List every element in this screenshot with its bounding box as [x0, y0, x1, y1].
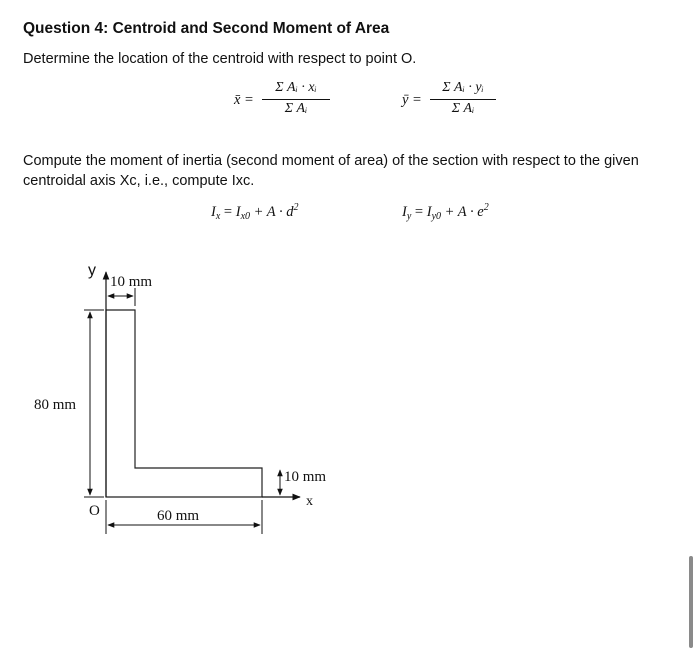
- l-section-outline: [106, 310, 262, 497]
- xbar-denominator: Σ Aᵢ: [284, 101, 308, 116]
- bottom-thickness-label: 10 mm: [284, 469, 327, 485]
- xbar-lhs: x̄ =: [234, 92, 254, 108]
- centroid-instruction: Determine the location of the centroid with respect to point O.: [23, 51, 417, 67]
- ybar-numerator: Σ Aᵢ · yᵢ: [442, 80, 484, 95]
- vertical-scrollbar[interactable]: [689, 556, 693, 648]
- question-title: Question 4: Centroid and Second Moment of Area: [23, 20, 390, 37]
- x-axis-label: x: [306, 494, 313, 509]
- top-width-label: 10 mm: [110, 274, 153, 290]
- origin-label: O: [89, 503, 100, 519]
- ybar-lhs: ȳ =: [402, 92, 422, 108]
- base-width-label: 60 mm: [157, 508, 200, 524]
- iy-formula: $I_y = I_{y0} + A \cdot e^2$: [402, 202, 489, 222]
- inertia-instruction-line2: centroidal axis Xc, i.e., compute Ixc.: [23, 173, 255, 189]
- ybar-denominator: Σ Aᵢ: [451, 101, 475, 116]
- height-label: 80 mm: [34, 397, 77, 413]
- y-axis-label: y: [88, 262, 96, 279]
- inertia-instruction-line1: Compute the moment of inertia (second moment of area) of the section with respect to the given: [23, 153, 639, 169]
- xbar-numerator: Σ Aᵢ · xᵢ: [275, 80, 317, 95]
- ix-formula: $I_x = I_{x0} + A \cdot d^2$: [211, 202, 299, 222]
